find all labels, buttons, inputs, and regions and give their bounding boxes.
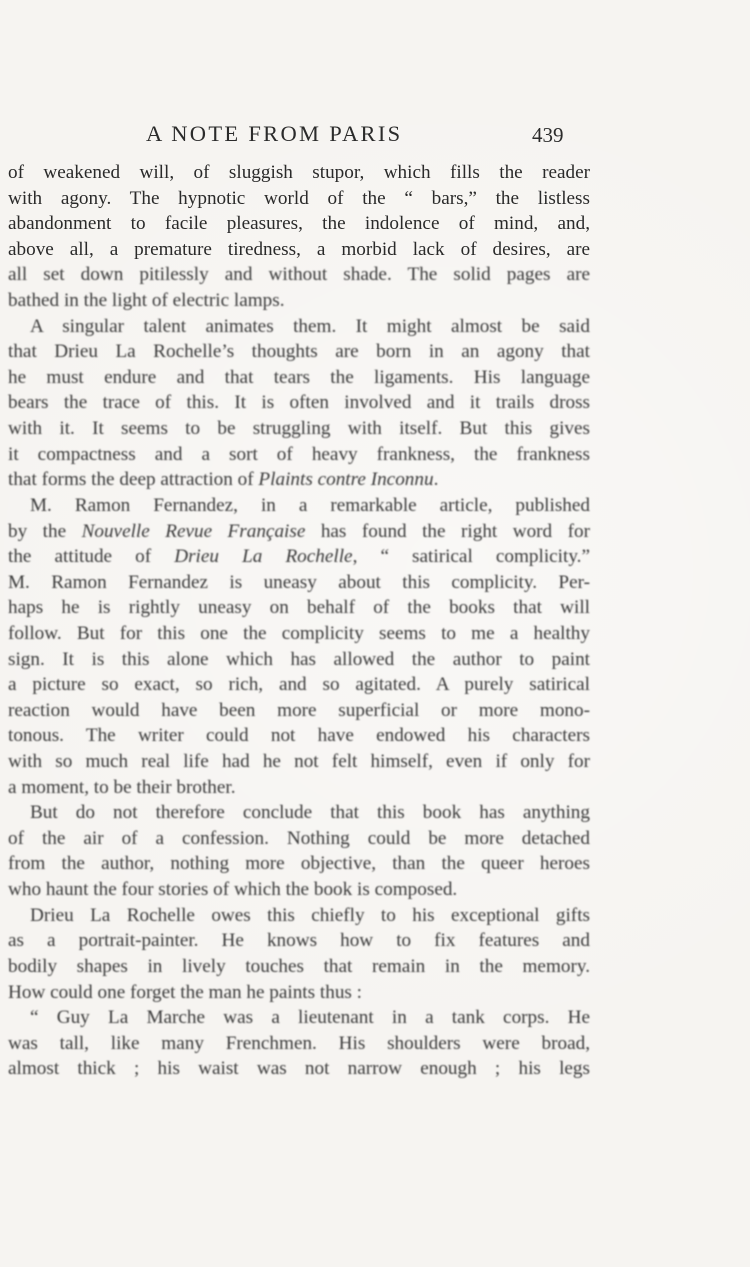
text-line: was tall, like many Frenchmen. His shoulders were broad, [8,1032,590,1054]
text-line: he must endure and that tears the ligaments. His language [8,366,590,388]
text-line: bathed in the light of electric lamps. [8,290,285,312]
text-line: almost thick ; his waist was not narrow enough ; his legs [8,1058,590,1080]
text-line: a picture so exact, so rich, and so agitated. A purely satirical [8,674,590,696]
running-title: A NOTE FROM PARIS [146,121,403,146]
text-line: abandonment to facile pleasures, the indolence of mind, and, [8,213,590,235]
text-line: of weakened will, of sluggish stupor, which fills the reader [8,162,590,183]
text-line: M. Ramon Fernandez, in a remarkable article, published [30,494,590,516]
body-text [8,160,590,1082]
text-line: with agony. The hypnotic world of the “ bars,” the listless [8,187,590,209]
text-line: M. Ramon Fernandez is uneasy about this complicity. Per- [8,571,590,593]
text-line: above all, a premature tiredness, a morbid lack of desires, are [8,238,590,260]
text-line: the attitude of Drieu La Rochelle, “ satirical complicity.” [8,546,590,568]
page-number: 439 [532,123,564,147]
page-header [0,121,750,155]
text-line: follow. But for this one the complicity seems to me a healthy [8,622,590,644]
text-line: who haunt the four stories of which the book is composed. [8,879,458,901]
text-line: of the air of a confession. Nothing could be more detached [8,827,590,849]
text-line: as a portrait-painter. He knows how to fix features and [8,930,590,952]
text-line: with so much real life had he not felt himself, even if only for [8,751,590,773]
text-line: haps he is rightly uneasy on behalf of the books that will [8,597,590,619]
text-line: that Drieu La Rochelle’s thoughts are born in an agony that [8,341,590,363]
text-line: a moment, to be their brother. [8,776,236,798]
text-line: by the Nouvelle Revue Française has found the right word for [8,520,590,542]
text-line: all set down pitilessly and without shade. The solid pages are [8,264,590,286]
text-line: bears the trace of this. It is often involved and it trails dross [8,392,590,414]
text-line: sign. It is this alone which has allowed the author to paint [8,648,590,670]
text-line: with it. It seems to be struggling with itself. But this gives [8,418,590,440]
text-line: Drieu La Rochelle owes this chiefly to his exceptional gifts [30,904,590,926]
text-line: But do not therefore conclude that this book has anything [30,802,590,824]
text-line: How could one forget the man he paints thus : [8,981,363,1003]
text-line: from the author, nothing more objective, than the queer heroes [8,853,590,875]
text-line: reaction would have been more superficial or more mono- [8,699,590,721]
text-line: “ Guy La Marche was a lieutenant in a tank corps. He [30,1007,590,1029]
text-line: A singular talent animates them. It might almost be said [30,315,590,337]
text-line: that forms the deep attraction of Plaints contre Inconnu. [8,469,439,491]
text-line: tonous. The writer could not have endowed his characters [8,725,590,747]
text-line: it compactness and a sort of heavy frankness, the frankness [8,443,590,465]
text-line: bodily shapes in lively touches that remain in the memory. [8,955,590,977]
